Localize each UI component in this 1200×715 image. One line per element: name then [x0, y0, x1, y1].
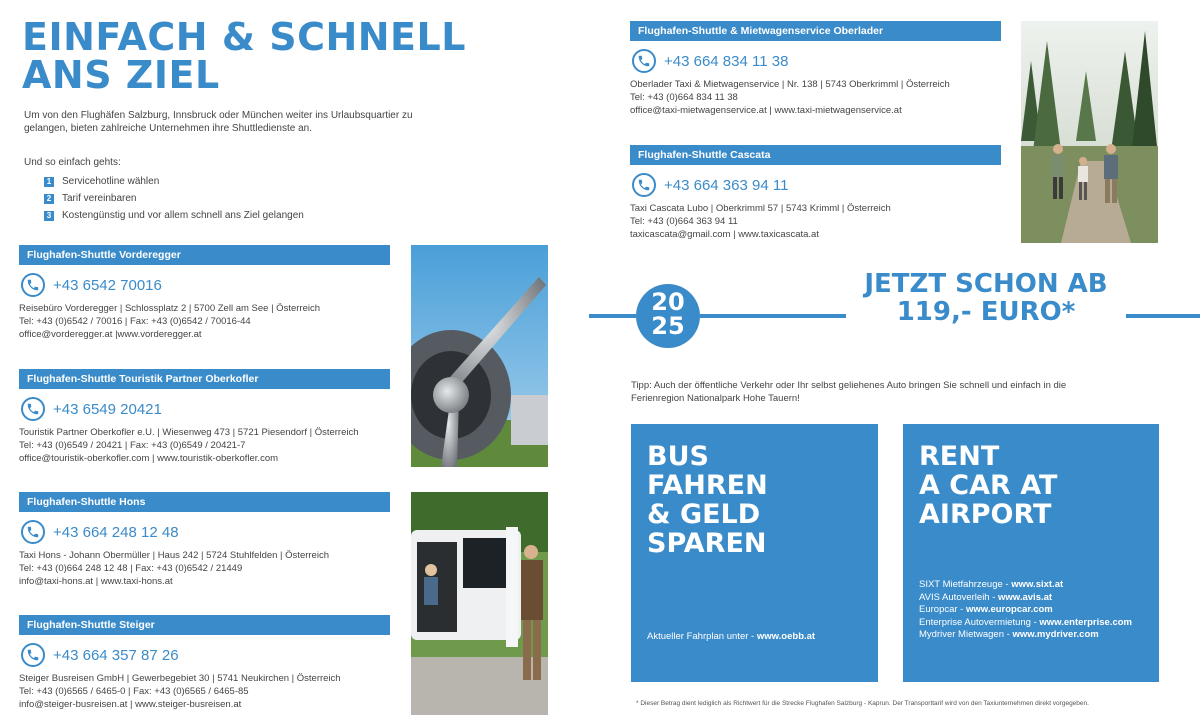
provider-link[interactable]: www.europcar.com [966, 604, 1053, 615]
address-line: Touristik Partner Oberkofler e.U. | Wiesenweg 473 | 5721 Piesendorf | Österreich [19, 427, 359, 438]
footnote: * Dieser Betrag dient lediglich als Richtwert für die Strecke Flughafen Salzburg - Kaprun. Der Transporttarif wird von den Taxiunternehmen direkt vorgegeben. [636, 700, 1089, 707]
divider-line-mid [700, 314, 846, 318]
step-item [44, 207, 304, 224]
web-line[interactable]: taxicascata@gmail.com | www.taxicascata.at [630, 229, 819, 240]
web-line[interactable]: info@taxi-hons.at | www.taxi-hons.at [19, 576, 173, 587]
rent-line: RENT [919, 441, 1000, 472]
rent-line: AIRPORT [919, 499, 1052, 530]
shuttle-title: Flughafen-Shuttle Vorderegger [19, 245, 390, 265]
web-line[interactable]: office@vorderegger.at |www.vorderegger.at [19, 329, 202, 340]
shuttle-phone[interactable] [630, 171, 1001, 199]
rent-line: A CAR AT [919, 470, 1058, 501]
title-line-2: ANS ZIEL [22, 53, 220, 97]
rental-item [919, 592, 1132, 605]
shuttle-title: Flughafen-Shuttle Hons [19, 492, 390, 512]
tip-text: Tipp: Auch der öffentliche Verkehr oder Ihr selbst geliehenes Auto bringen Sie schnell und einfach in die Ferienregion Nationalpark Hohe Tauern! [631, 380, 1067, 404]
contact-line: Tel: +43 (0)664 363 94 11 [630, 216, 738, 227]
shuttle-phone[interactable] [19, 395, 390, 423]
provider-link[interactable]: www.enterprise.com [1039, 616, 1132, 628]
phone-icon [21, 397, 45, 421]
address-line: Reisebüro Vorderegger | Schlossplatz 2 | 5700 Zell am See | Österreich [19, 303, 320, 314]
oebb-link[interactable]: www.oebb.at [756, 631, 816, 642]
shuttle-address [630, 202, 1001, 241]
contact-line: Tel: +43 (0)664 248 12 48 | Fax: +43 (0)6542 / 21449 [19, 563, 243, 574]
step-item [44, 190, 304, 207]
howto-text: Und so einfach gehts: [24, 157, 121, 168]
propeller-photo [411, 245, 548, 467]
phone-icon [21, 643, 45, 667]
shuttle-title: Flughafen-Shuttle & Mietwagenservice Oberlader [630, 21, 1001, 41]
step-number: 3 [44, 211, 54, 221]
provider-name: Mydriver Mietwagen - [919, 629, 1013, 640]
year-badge [636, 284, 700, 348]
web-line[interactable]: office@touristik-oberkofler.com | www.touristik-oberkofler.com [19, 453, 279, 464]
van-photo [411, 492, 548, 715]
provider-name: Enterprise Autovermietung - [919, 616, 1040, 628]
phone-number: +43 6542 70016 [53, 276, 162, 294]
shuttle-address [630, 78, 1001, 117]
shuttle-title: Flughafen-Shuttle Steiger [19, 615, 390, 635]
provider-link[interactable]: www.mydriver.com [1012, 629, 1099, 640]
rental-item [919, 579, 1132, 592]
bus-line: BUS [647, 441, 709, 472]
contact-line: Tel: +43 (0)6549 / 20421 | Fax: +43 (0)6549 / 20421-7 [19, 440, 246, 451]
step-item [44, 173, 304, 190]
divider-line-right [1126, 314, 1200, 318]
phone-icon [21, 273, 45, 297]
provider-name: SIXT Mietfahrzeuge - [919, 579, 1012, 590]
step-text: Servicehotline wählen [62, 176, 160, 187]
phone-number: +43 664 834 11 38 [664, 52, 789, 70]
address-line: Taxi Cascata Lubo | Oberkrimml 57 | 5743 Krimml | Österreich [630, 203, 891, 214]
address-line: Taxi Hons - Johann Obermüller | Haus 242 | 5724 Stuhlfelden | Österreich [19, 550, 329, 561]
shuttle-steiger [19, 615, 390, 711]
address-line: Oberlader Taxi & Mietwagenservice | Nr. 138 | 5743 Oberkrimml | Österreich [630, 79, 950, 90]
shuttle-oberkofler [19, 369, 390, 465]
phone-number: +43 664 357 87 26 [53, 646, 179, 664]
shuttle-vorderegger [19, 245, 390, 341]
shuttle-address [19, 672, 390, 711]
shuttle-phone[interactable] [19, 641, 390, 669]
step-text: Kostengünstig und vor allem schnell ans Ziel gelangen [62, 210, 304, 221]
rental-list [919, 579, 1132, 642]
bus-timetable-note [647, 631, 815, 644]
contact-line: Tel: +43 (0)6565 / 6465-0 | Fax: +43 (0)6565 / 6465-85 [19, 686, 249, 697]
shuttle-phone[interactable] [19, 518, 390, 546]
contact-line: Tel: +43 (0)664 834 11 38 [630, 92, 738, 103]
shuttle-address [19, 426, 390, 465]
phone-number: +43 6549 20421 [53, 400, 162, 418]
rent-box [903, 424, 1159, 682]
title-line-1: EINFACH & SCHNELL [22, 15, 466, 59]
provider-link[interactable]: www.sixt.at [1011, 579, 1064, 590]
phone-number: +43 664 248 12 48 [53, 523, 179, 541]
rent-headline [919, 442, 1057, 529]
bus-box [631, 424, 878, 682]
step-number: 1 [44, 177, 54, 187]
bus-line: SPAREN [647, 528, 767, 559]
rental-item [919, 617, 1132, 630]
bus-line: & GELD [647, 499, 761, 530]
rental-item [919, 604, 1132, 617]
contact-line: Tel: +43 (0)6542 / 70016 | Fax: +43 (0)6542 / 70016-44 [19, 316, 251, 327]
promo-line-1: JETZT SCHON AB [864, 269, 1108, 299]
provider-name: Europcar - [919, 604, 966, 615]
bus-headline [647, 442, 768, 558]
intro-text: Um von den Flughäfen Salzburg, Innsbruck oder München weiter ins Urlaubsquartier zu gelangen, bieten zahlreiche Unternehmen ihre Shuttledienste an. [24, 110, 413, 134]
shuttle-phone[interactable] [630, 47, 1001, 75]
shuttle-title: Flughafen-Shuttle Cascata [630, 145, 1001, 165]
provider-name: AVIS Autoverleih - [919, 591, 999, 603]
shuttle-phone[interactable] [19, 271, 390, 299]
hikers-photo [1021, 21, 1158, 243]
divider-line-left [589, 314, 636, 318]
step-number: 2 [44, 194, 54, 204]
shuttle-hons [19, 492, 390, 588]
shuttle-address [19, 549, 390, 588]
bus-line: FAHREN [647, 470, 768, 501]
phone-icon [632, 173, 656, 197]
year-bottom: 25 [651, 312, 685, 340]
web-line[interactable]: office@taxi-mietwagenservice.at | www.taxi-mietwagenservice.at [630, 105, 902, 116]
shuttle-title: Flughafen-Shuttle Touristik Partner Oberkofler [19, 369, 390, 389]
timetable-label: Aktueller Fahrplan unter - [647, 631, 757, 642]
address-line: Steiger Busreisen GmbH | Gewerbegebiet 30 | 5741 Neukirchen | Österreich [19, 673, 341, 684]
shuttle-oberlader [630, 21, 1001, 117]
year-top: 20 [651, 288, 685, 316]
phone-icon [21, 520, 45, 544]
step-text: Tarif vereinbaren [62, 193, 137, 204]
shuttle-cascata [630, 145, 1001, 241]
price-promo [846, 270, 1126, 326]
steps-list [44, 173, 304, 224]
shuttle-address [19, 302, 390, 341]
promo-line-2: 119,- EURO* [896, 297, 1076, 327]
rental-item [919, 629, 1132, 642]
provider-link[interactable]: www.avis.at [998, 591, 1053, 603]
phone-icon [632, 49, 656, 73]
page-title [22, 15, 466, 97]
phone-number: +43 664 363 94 11 [664, 176, 789, 194]
web-line[interactable]: info@steiger-busreisen.at | www.steiger-busreisen.at [19, 699, 242, 710]
